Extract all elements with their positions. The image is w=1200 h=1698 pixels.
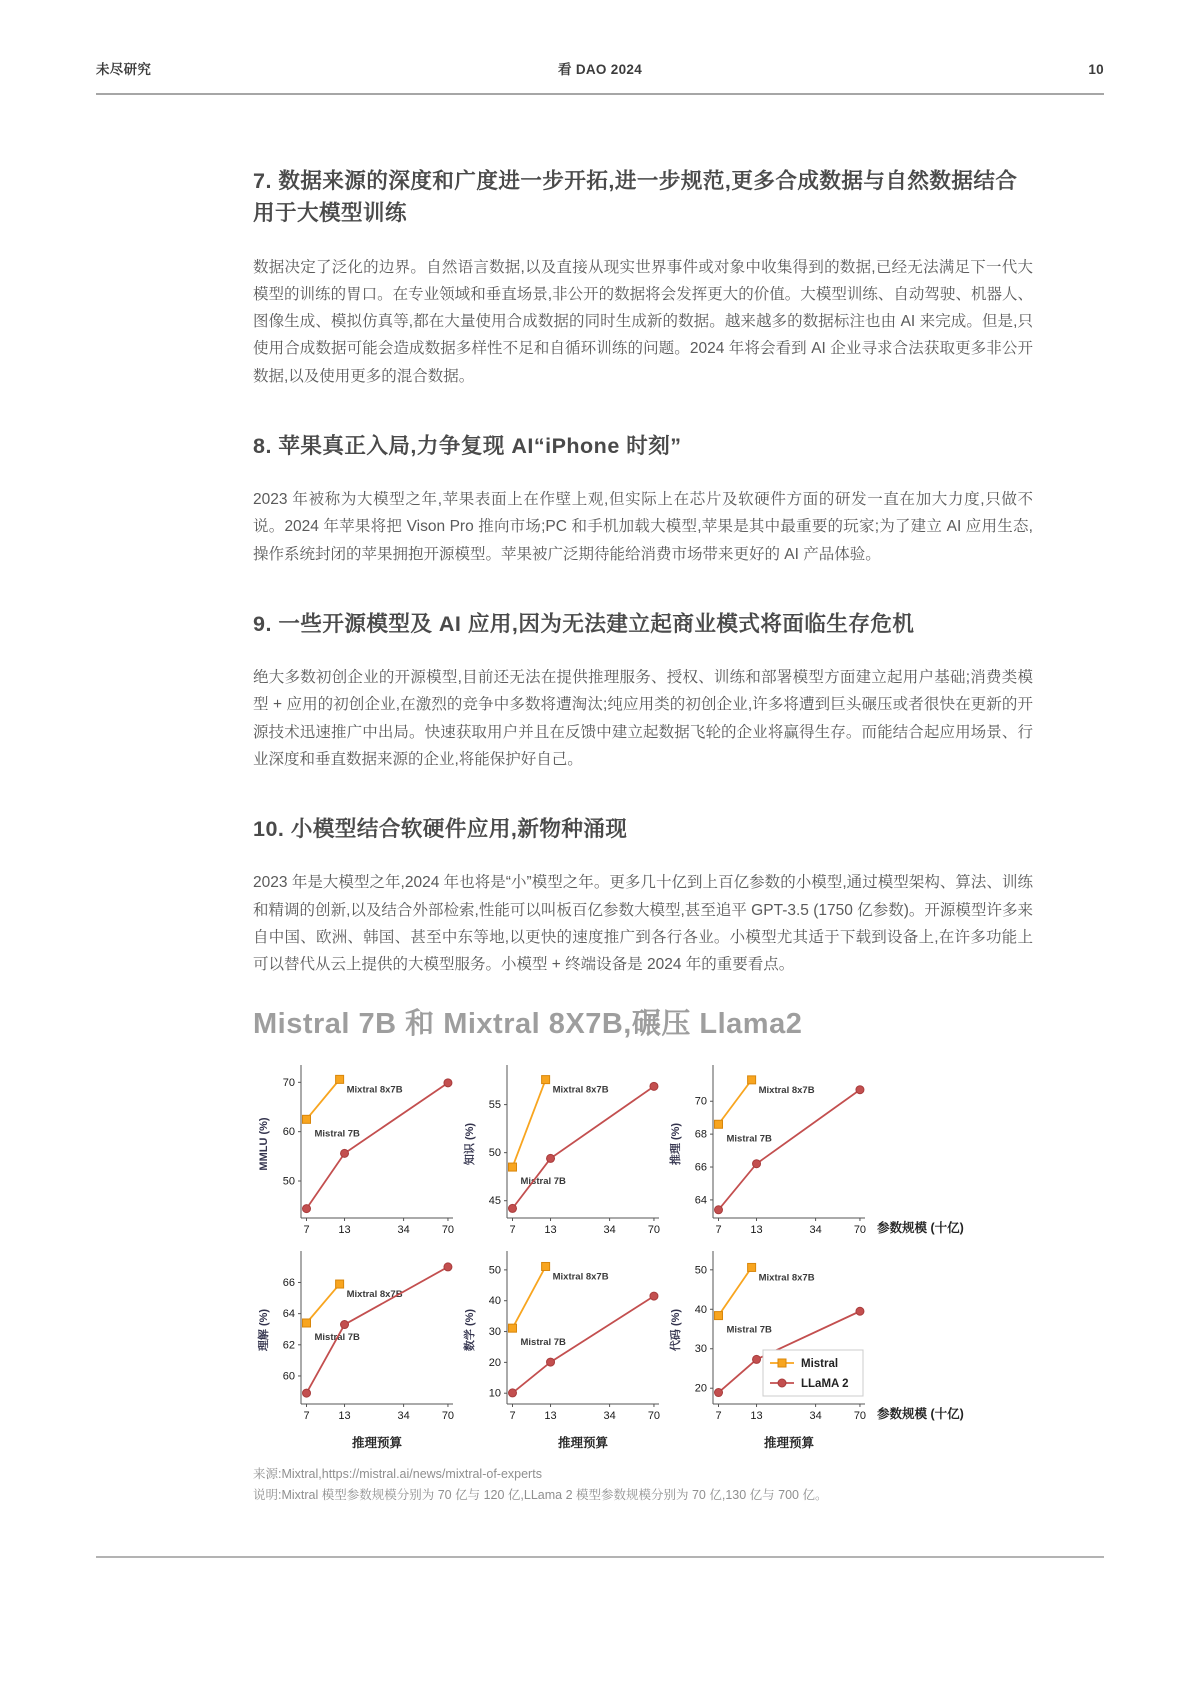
svg-text:Mixtral 8x7B: Mixtral 8x7B xyxy=(758,1084,815,1096)
svg-text:Mistral 7B: Mistral 7B xyxy=(314,1331,360,1343)
section-8-body: 2023 年被称为大模型之年,苹果表面上在作壁上观,但实际上在芯片及软硬件方面的研发一直在加大力度,只做不说。2024 年苹果将把 Vison Pro 推向市场;PC 和手机加载大模型,苹果是其中最重要的玩家;为了建立 AI 应用生态,操作系统封闭的苹果拥抱开源模型。苹果被广泛期待能给消费市场带来更好的 AI 产品体验。 xyxy=(253,491,1033,563)
svg-text:45: 45 xyxy=(488,1194,501,1207)
page-header xyxy=(0,0,1200,78)
header-page-number: 10 xyxy=(1088,62,1104,77)
chart-mmlu xyxy=(253,1058,459,1244)
chart-row-bottom xyxy=(253,1244,1033,1454)
figure-title: Mistral 7B 和 Mixtral 8X7B,碾压 Llama2 xyxy=(253,1007,803,1040)
chart-grid xyxy=(253,1058,1033,1454)
svg-text:Mistral 7B: Mistral 7B xyxy=(726,1324,772,1336)
svg-text:7: 7 xyxy=(715,1409,722,1422)
svg-text:68: 68 xyxy=(694,1128,707,1141)
svg-text:7: 7 xyxy=(303,1223,310,1236)
svg-text:40: 40 xyxy=(694,1303,707,1316)
svg-text:50: 50 xyxy=(488,1263,501,1276)
header-doc-title: 看 DAO 2024 xyxy=(557,62,643,77)
header-divider xyxy=(96,93,1104,95)
svg-text:推理预算: 推理预算 xyxy=(763,1435,815,1450)
svg-text:34: 34 xyxy=(809,1223,822,1236)
svg-text:7: 7 xyxy=(303,1409,310,1422)
chart-comprehension xyxy=(253,1244,459,1454)
svg-text:70: 70 xyxy=(647,1223,661,1236)
footer-divider xyxy=(96,1556,1104,1558)
svg-text:34: 34 xyxy=(397,1409,410,1422)
svg-text:Mistral: Mistral xyxy=(801,1357,839,1370)
svg-text:20: 20 xyxy=(694,1382,707,1395)
svg-text:34: 34 xyxy=(809,1409,822,1422)
svg-text:LLaMA 2: LLaMA 2 xyxy=(801,1377,849,1390)
figure-block xyxy=(253,1001,1033,1507)
svg-text:MMLU (%): MMLU (%) xyxy=(258,1116,270,1171)
section-7-body: 数据决定了泛化的边界。自然语言数据,以及直接从现实世界事件或对象中收集得到的数据,已经无法满足下一代大模型的训练的胃口。在专业领域和垂直场景,非公开的数据将会发挥更大的价值。大模型训练、自动驾驶、机器人、图像生成、模拟仿真等,都在大量使用合成数据的同时生成新的数据。越来越多的数据标注也由 AI 来完成。但是,只使用合成数据可能会造成数据多样性不足和自循环训练的问题。2024 年将会看到 AI 企业寻求合法获取更多非公开数据,以及使用更多的混合数据。 xyxy=(253,258,1033,385)
svg-text:70: 70 xyxy=(853,1223,867,1236)
section-9-heading: 9. 一些开源模型及 AI 应用,因为无法建立起商业模式将面临生存危机 xyxy=(253,611,915,636)
x-axis-unit-label-bottom: 参数规模 (十亿) xyxy=(877,1406,964,1421)
header-brand: 未尽研究 xyxy=(96,62,152,77)
svg-text:60: 60 xyxy=(282,1369,295,1382)
svg-text:66: 66 xyxy=(694,1161,707,1174)
svg-text:理解 (%): 理解 (%) xyxy=(258,1308,270,1351)
svg-text:Mixtral 8x7B: Mixtral 8x7B xyxy=(552,1084,609,1096)
svg-text:30: 30 xyxy=(488,1325,501,1338)
svg-text:Mixtral 8x7B: Mixtral 8x7B xyxy=(758,1271,815,1283)
svg-text:13: 13 xyxy=(338,1223,351,1236)
figure-source: 来源:Mixtral,https://mistral.ai/news/mixtral-of-experts xyxy=(253,1466,542,1481)
svg-text:7: 7 xyxy=(715,1223,722,1236)
svg-text:13: 13 xyxy=(750,1409,763,1422)
figure-notes xyxy=(253,1464,1033,1507)
svg-text:40: 40 xyxy=(488,1294,501,1307)
section-9-body: 绝大多数初创企业的开源模型,目前还无法在提供推理服务、授权、训练和部署模型方面建立起用户基础;消费类模型 + 应用的初创企业,在激烈的竞争中多数将遭淘汰;纯应用类的初创企业,许多将遭到巨头碾压或者很快在更新的开源技术迅速推广中出局。快速获取用户并且在反馈中建立起数据飞轮的企业将赢得生存。而能结合起应用场景、行业深度和垂直数据来源的企业,将能保护好自己。 xyxy=(253,669,1033,768)
svg-text:55: 55 xyxy=(488,1098,501,1111)
section-10-body: 2023 年是大模型之年,2024 年也将是“小”模型之年。更多几十亿到上百亿参数的小模型,通过模型架构、算法、训练和精调的创新,以及结合外部检索,性能可以叫板百亿参数大模型,甚至追平 GPT-3.5 (1750 亿参数)。开源模型许多来自中国、欧洲、韩国、甚至中东等地,以更快的速度推广到各行各业。小模型尤其适于下载到设备上,在许多功能上可以替代从云上提供的大模型服务。小模型 + 终端设备是 2024 年的重要看点。 xyxy=(253,874,1033,974)
svg-text:50: 50 xyxy=(694,1263,707,1276)
section-10-heading: 10. 小模型结合软硬件应用,新物种涌现 xyxy=(253,817,628,842)
svg-text:7: 7 xyxy=(509,1409,516,1422)
svg-text:Mixtral 8x7B: Mixtral 8x7B xyxy=(552,1270,609,1282)
chart-math xyxy=(459,1244,665,1454)
page-content xyxy=(253,165,1033,1506)
svg-text:66: 66 xyxy=(282,1276,295,1289)
svg-text:70: 70 xyxy=(694,1095,707,1108)
svg-text:Mistral 7B: Mistral 7B xyxy=(726,1132,772,1144)
section-7-heading: 7. 数据来源的深度和广度进一步开拓,进一步规范,更多合成数据与自然数据结合用于大模型训练 xyxy=(253,169,1018,226)
svg-text:Mistral 7B: Mistral 7B xyxy=(520,1175,566,1187)
svg-text:34: 34 xyxy=(603,1223,616,1236)
chart-row-top xyxy=(253,1058,1033,1244)
chart-knowledge xyxy=(459,1058,665,1244)
svg-text:20: 20 xyxy=(488,1356,501,1369)
svg-text:13: 13 xyxy=(338,1409,351,1422)
svg-text:代码 (%): 代码 (%) xyxy=(670,1308,682,1351)
svg-text:60: 60 xyxy=(282,1125,295,1138)
svg-text:Mixtral 8x7B: Mixtral 8x7B xyxy=(346,1288,403,1300)
svg-text:30: 30 xyxy=(694,1342,707,1355)
svg-text:70: 70 xyxy=(441,1409,455,1422)
svg-text:70: 70 xyxy=(441,1223,455,1236)
svg-text:10: 10 xyxy=(488,1387,501,1400)
svg-text:70: 70 xyxy=(853,1409,867,1422)
svg-text:推理 (%): 推理 (%) xyxy=(670,1122,682,1165)
svg-text:数学 (%): 数学 (%) xyxy=(464,1308,476,1351)
svg-text:13: 13 xyxy=(544,1409,557,1422)
svg-text:13: 13 xyxy=(544,1223,557,1236)
chart-code xyxy=(665,1244,871,1454)
svg-text:13: 13 xyxy=(750,1223,763,1236)
svg-text:64: 64 xyxy=(694,1193,707,1206)
svg-text:7: 7 xyxy=(509,1223,516,1236)
svg-text:70: 70 xyxy=(647,1409,661,1422)
svg-text:50: 50 xyxy=(282,1175,295,1187)
svg-text:Mistral 7B: Mistral 7B xyxy=(314,1127,360,1139)
svg-text:50: 50 xyxy=(488,1146,501,1159)
svg-text:Mistral 7B: Mistral 7B xyxy=(520,1336,566,1348)
svg-text:62: 62 xyxy=(282,1338,295,1351)
svg-text:知识 (%): 知识 (%) xyxy=(464,1122,476,1165)
figure-note: 说明:Mixtral 模型参数规模分别为 70 亿与 120 亿,LLama 2 模型参数规模分别为 70 亿,130 亿与 700 亿。 xyxy=(253,1487,828,1502)
svg-text:推理预算: 推理预算 xyxy=(557,1435,609,1450)
svg-text:34: 34 xyxy=(603,1409,616,1422)
svg-text:Mixtral 8x7B: Mixtral 8x7B xyxy=(346,1083,403,1095)
section-8-heading: 8. 苹果真正入局,力争复现 AI“iPhone 时刻” xyxy=(253,433,682,458)
svg-text:34: 34 xyxy=(397,1223,410,1236)
svg-text:推理预算: 推理预算 xyxy=(351,1435,403,1450)
x-axis-unit-label-top: 参数规模 (十亿) xyxy=(877,1220,964,1235)
svg-text:64: 64 xyxy=(282,1307,295,1320)
svg-text:70: 70 xyxy=(282,1076,295,1089)
chart-reasoning xyxy=(665,1058,871,1244)
